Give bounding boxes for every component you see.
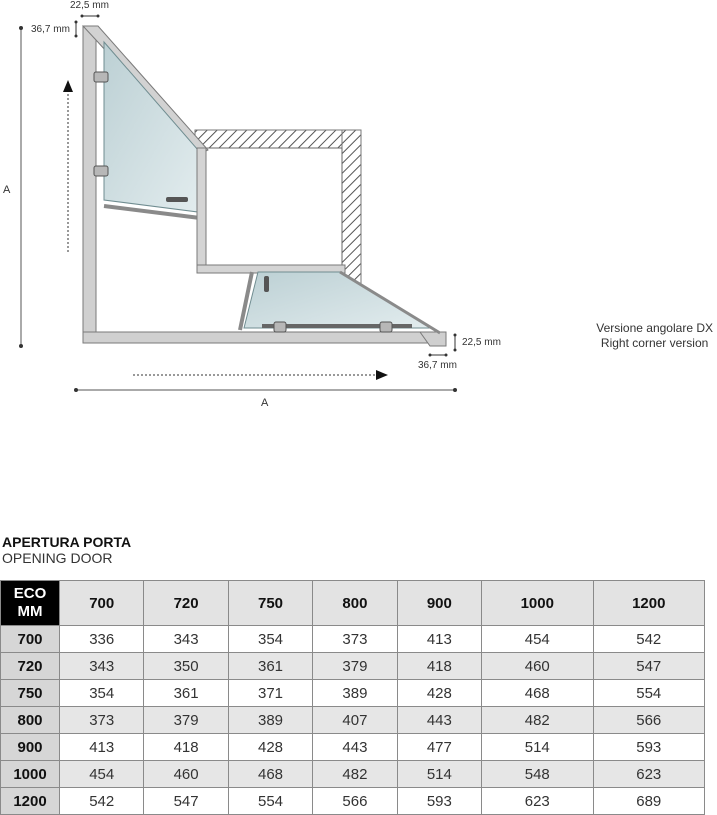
corner-eco-label: ECO	[13, 585, 47, 602]
column-header: 750	[228, 581, 312, 626]
table-cell: 336	[60, 626, 144, 653]
table-cell: 418	[144, 734, 228, 761]
frame-bottom-marker	[429, 354, 448, 357]
table-cell: 460	[144, 761, 228, 788]
corner-mm-label: MM	[17, 603, 43, 620]
table-cell: 413	[60, 734, 144, 761]
table-cell: 514	[482, 734, 593, 761]
table-cell: 460	[482, 653, 593, 680]
lower-door-handle	[264, 276, 269, 292]
frame-bottom-dimension: 36,7 mm	[418, 360, 457, 371]
table-cell: 454	[482, 626, 593, 653]
opening-arrow-vertical	[63, 80, 73, 252]
table-header-row	[1, 581, 705, 626]
row-header: 1000	[1, 761, 60, 788]
column-header: 900	[397, 581, 481, 626]
table-cell: 514	[397, 761, 481, 788]
table-cell: 623	[482, 788, 593, 815]
caption-italian: Versione angolare DX	[596, 321, 713, 335]
row-header: 900	[1, 734, 60, 761]
table-row	[1, 680, 705, 707]
opening-door-table	[0, 580, 705, 815]
table-cell: 354	[60, 680, 144, 707]
table-cell: 428	[397, 680, 481, 707]
opening-arrow-horizontal	[133, 370, 388, 380]
table-cell: 554	[228, 788, 312, 815]
row-header: 700	[1, 626, 60, 653]
row-header: 750	[1, 680, 60, 707]
dimension-a-vertical	[19, 26, 23, 348]
section-subtitle: OPENING DOOR	[2, 550, 113, 566]
table-row	[1, 761, 705, 788]
table-cell: 373	[313, 626, 397, 653]
column-header: 720	[144, 581, 228, 626]
table-cell: 477	[397, 734, 481, 761]
table-cell: 593	[397, 788, 481, 815]
table-cell: 343	[144, 626, 228, 653]
table-cell: 350	[144, 653, 228, 680]
table-row	[1, 653, 705, 680]
table-cell: 482	[313, 761, 397, 788]
table-cell: 418	[397, 653, 481, 680]
table-cell: 547	[144, 788, 228, 815]
table-cell: 482	[482, 707, 593, 734]
table-cell: 468	[482, 680, 593, 707]
table-row	[1, 626, 705, 653]
table-cell: 566	[313, 788, 397, 815]
table-cell: 361	[144, 680, 228, 707]
row-header: 720	[1, 653, 60, 680]
table-cell: 566	[593, 707, 705, 734]
frame-side-dimension: 36,7 mm	[31, 24, 70, 35]
table-cell: 379	[313, 653, 397, 680]
table-cell: 389	[228, 707, 312, 734]
frame-right-marker	[454, 334, 457, 352]
table-cell: 389	[313, 680, 397, 707]
table-cell: 443	[397, 707, 481, 734]
center-post	[197, 148, 206, 272]
table-row	[1, 707, 705, 734]
table-cell: 361	[228, 653, 312, 680]
table-cell: 454	[60, 761, 144, 788]
upper-door-handle	[166, 197, 188, 202]
row-header: 1200	[1, 788, 60, 815]
height-a-label: A	[3, 184, 11, 196]
table-cell: 468	[228, 761, 312, 788]
table-row	[1, 788, 705, 815]
table-cell: 554	[593, 680, 705, 707]
row-header: 800	[1, 707, 60, 734]
version-caption	[596, 321, 713, 351]
table-cell: 548	[482, 761, 593, 788]
table-row	[1, 734, 705, 761]
opening-door-heading	[2, 534, 131, 566]
table-corner-cell	[1, 581, 60, 626]
width-a-label: A	[261, 397, 269, 409]
caption-english: Right corner version	[600, 336, 709, 350]
table-cell: 371	[228, 680, 312, 707]
bottom-frame-profile	[83, 332, 433, 343]
table-cell: 379	[144, 707, 228, 734]
frame-top-dimension: 22,5 mm	[70, 0, 109, 11]
column-header: 700	[60, 581, 144, 626]
table-cell: 547	[593, 653, 705, 680]
table-cell: 542	[593, 626, 705, 653]
table-cell: 373	[60, 707, 144, 734]
table-cell: 623	[593, 761, 705, 788]
table-cell: 428	[228, 734, 312, 761]
section-title: APERTURA PORTA	[2, 534, 132, 550]
table-cell: 407	[313, 707, 397, 734]
column-header: 1200	[593, 581, 705, 626]
table-cell: 343	[60, 653, 144, 680]
frame-right-dimension: 22,5 mm	[462, 337, 501, 348]
table-cell: 443	[313, 734, 397, 761]
frame-side-marker	[75, 21, 78, 38]
table-cell: 542	[60, 788, 144, 815]
lower-glass-panel	[244, 272, 430, 328]
table-cell: 413	[397, 626, 481, 653]
frame-top-marker	[81, 15, 100, 18]
dimension-a-horizontal	[74, 388, 457, 392]
column-header: 1000	[482, 581, 593, 626]
column-header: 800	[313, 581, 397, 626]
table-cell: 689	[593, 788, 705, 815]
table-cell: 354	[228, 626, 312, 653]
table-cell: 593	[593, 734, 705, 761]
